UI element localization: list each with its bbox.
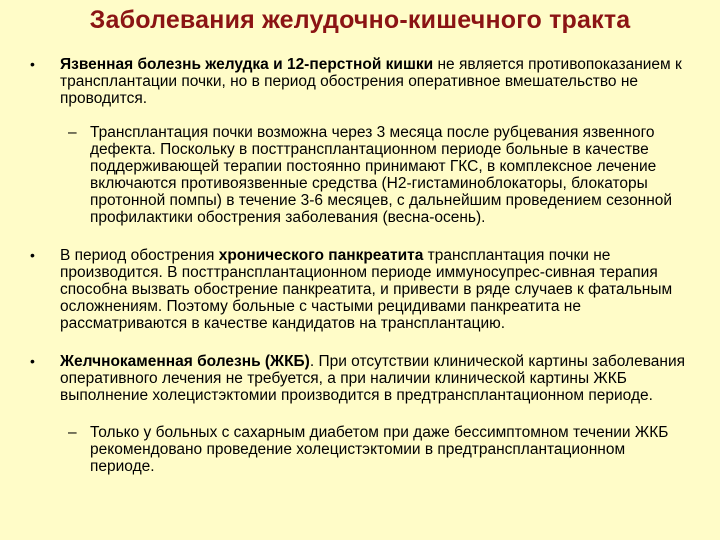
bullet-icon: •: [30, 56, 35, 72]
slide-title: Заболевания желудочно-кишечного тракта: [89, 6, 631, 34]
bold-term: хронического панкреатита: [218, 247, 424, 264]
bullet-icon: •: [30, 353, 35, 369]
body-text: трансплантация почки не производится. В посттрансплантационном периоде иммуносупрес-сивная терапия способна вызвать обострение панкреатита, и привести в ряде случаев к фатальным осложнениям. Поэтому больные с частыми рецидивами панкреатита не рассматриваются в качестве кандидатов на трансплантацию.: [60, 247, 673, 332]
bullet-text: [60, 353, 688, 404]
bullet-icon: •: [30, 247, 35, 263]
slide-content: [0, 56, 720, 475]
bold-term: Желчнокаменная болезнь (ЖКБ): [60, 353, 310, 370]
sub-item-transplant-timing: [0, 124, 720, 226]
dash-icon: –: [68, 424, 77, 441]
body-text: . При отсутствии клинической картины заболевания оперативного лечения не требуется, а при наличии клинической картины ЖКБ выполнение холецистэктомии производится в предтрансплантационном периоде.: [60, 353, 686, 404]
bullet-text: [60, 56, 688, 107]
sub-item-diabetes: [0, 424, 720, 475]
bullet-item-peptic-ulcer: [0, 56, 720, 107]
bullet-item-pancreatitis: [0, 247, 720, 332]
body-text-prefix: В период обострения: [60, 247, 219, 264]
dash-icon: –: [68, 124, 77, 141]
bold-term: Язвенная болезнь желудка и 12-перстной кишки: [60, 56, 434, 73]
bullet-text: [60, 247, 688, 332]
bullet-item-gallstone: [0, 353, 720, 404]
sub-text: Только у больных с сахарным диабетом при даже бессимптомном течении ЖКБ рекомендовано проведение холецистэктомии в предтрансплантационном периоде.: [90, 424, 669, 475]
sub-text: Трансплантация почки возможна через 3 месяца после рубцевания язвенного дефекта. Поскольку в посттрансплантационном периоде больные в качестве поддерживающей терапии постоянно принимают ГКС, в комплексное лечение включаются противоязвенные средства (Н2-гистаминоблокаторы, блокаторы протонной помпы) в течение 3-6 месяцев, с дальнейшим проведением сезонной профилактики обострения заболевания (весна-осень).: [90, 124, 673, 226]
body-text: не является противопоказанием к трансплантации почки, но в период обострения оперативное вмешательство не проводится.: [60, 56, 682, 107]
